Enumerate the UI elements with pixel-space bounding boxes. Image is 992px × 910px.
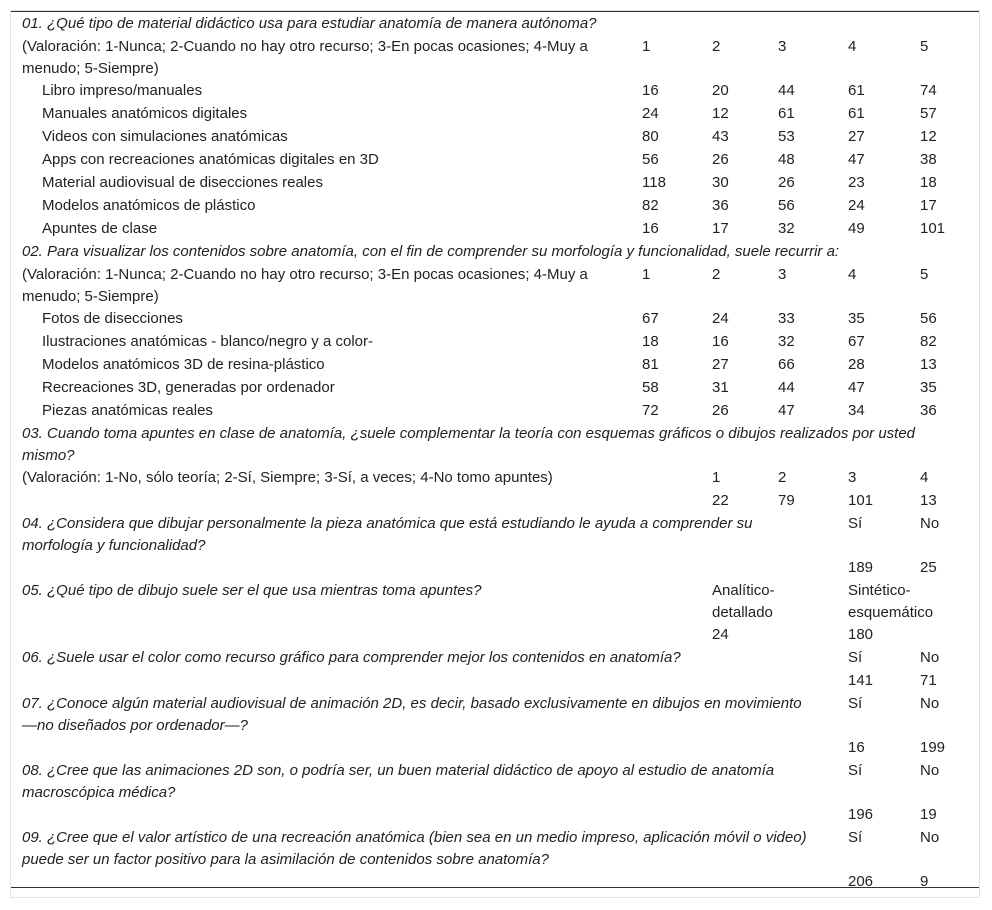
q7-header-no: No [920, 695, 940, 712]
q1-cell: 24 [642, 105, 659, 122]
q1-cell: 24 [848, 197, 865, 214]
q2-cell: 27 [712, 356, 729, 373]
q1-cell: 18 [920, 174, 937, 191]
q2-cell: 13 [920, 356, 937, 373]
q5-cell: 180 [848, 626, 874, 643]
q1-cell: 36 [712, 197, 729, 214]
q4-header-no: No [920, 515, 940, 532]
q1-cell: 27 [848, 128, 865, 145]
q3-header-3: 3 [848, 469, 857, 486]
q1-header-3: 3 [778, 38, 787, 55]
q8-question: 08. ¿Cree que las animaciones 2D son, o podría ser, un buen material didáctico de apoyo al estudio de anatomía macroscópica médica? [22, 762, 775, 801]
q2-header-4: 4 [848, 266, 857, 283]
q1-cell: 30 [712, 174, 729, 191]
q5-header-sintetico: Sintético-esquemático [848, 582, 934, 621]
q2-cell: 26 [712, 402, 729, 419]
q9-header-no: No [920, 829, 940, 846]
q1-header-2: 2 [712, 38, 721, 55]
q1-cell: 74 [920, 82, 937, 99]
q1-row-label: Apps con recreaciones anatómicas digitales en 3D [42, 151, 379, 168]
q2-row-label: Ilustraciones anatómicas - blanco/negro y a color- [42, 333, 373, 350]
q1-row-label: Apuntes de clase [42, 220, 158, 237]
q1-cell: 32 [778, 220, 795, 237]
q2-cell: 44 [778, 379, 795, 396]
q3-scale: (Valoración: 1-No, sólo teoría; 2-Sí, Siempre; 3-Sí, a veces; 4-No tomo apuntes) [22, 469, 553, 486]
q2-cell: 56 [920, 310, 937, 327]
q2-question: 02. Para visualizar los contenidos sobre anatomía, con el fin de comprender su morfología y funcionalidad, suele recurrir a: [22, 243, 840, 260]
q1-cell: 101 [920, 220, 946, 237]
q8-cell: 196 [848, 806, 874, 823]
table-top-rule [11, 11, 979, 12]
q1-row-label: Material audiovisual de disecciones reales [42, 174, 323, 191]
q1-cell: 17 [712, 220, 729, 237]
q3-cell: 101 [848, 492, 874, 509]
q2-cell: 67 [642, 310, 659, 327]
q2-row-label: Piezas anatómicas reales [42, 402, 213, 419]
q8-header-yes: Sí [848, 762, 863, 779]
q1-cell: 23 [848, 174, 865, 191]
q4-header-yes: Sí [848, 515, 863, 532]
q2-cell: 24 [712, 310, 729, 327]
q2-cell: 82 [920, 333, 937, 350]
q1-cell: 38 [920, 151, 937, 168]
q3-question: 03. Cuando toma apuntes en clase de anatomía, ¿suele complementar la teoría con esquemas gráficos o dibujos realizados por usted mismo? [22, 425, 916, 464]
q1-cell: 47 [848, 151, 865, 168]
q5-question: 05. ¿Qué tipo de dibujo suele ser el que usa mientras toma apuntes? [22, 582, 482, 599]
q1-cell: 44 [778, 82, 795, 99]
q7-header-yes: Sí [848, 695, 863, 712]
q8-cell: 19 [920, 806, 937, 823]
q2-cell: 67 [848, 333, 865, 350]
q1-cell: 48 [778, 151, 795, 168]
q2-row-label: Fotos de disecciones [42, 310, 183, 327]
q3-header-4: 4 [920, 469, 929, 486]
q7-cell: 199 [920, 739, 946, 756]
q1-cell: 61 [778, 105, 795, 122]
q9-cell: 206 [848, 873, 874, 890]
q2-header-1: 1 [642, 266, 651, 283]
q2-cell: 34 [848, 402, 865, 419]
q2-cell: 32 [778, 333, 795, 350]
q6-cell: 141 [848, 672, 874, 689]
q2-cell: 47 [778, 402, 795, 419]
q1-cell: 26 [778, 174, 795, 191]
table-bottom-rule [11, 887, 979, 888]
q3-header-1: 1 [712, 469, 721, 486]
q2-cell: 58 [642, 379, 659, 396]
q1-header-5: 5 [920, 38, 929, 55]
q1-cell: 16 [642, 82, 659, 99]
q4-question: 04. ¿Considera que dibujar personalmente la pieza anatómica que está estudiando le ayuda a comprender su morfología y funcionalidad? [22, 515, 753, 554]
q1-row-label: Modelos anatómicos de plástico [42, 197, 256, 214]
q1-header-1: 1 [642, 38, 651, 55]
q2-cell: 31 [712, 379, 729, 396]
q1-cell: 16 [642, 220, 659, 237]
q2-cell: 18 [642, 333, 659, 350]
q4-cell: 25 [920, 559, 937, 576]
q1-cell: 118 [642, 174, 666, 191]
q7-question: 07. ¿Conoce algún material audiovisual de animación 2D, es decir, basado exclusivamente en dibujos en movimiento —no diseñados por ordenador—? [22, 695, 802, 734]
q1-cell: 17 [920, 197, 937, 214]
q3-cell: 79 [778, 492, 795, 509]
q2-cell: 36 [920, 402, 937, 419]
q1-cell: 56 [778, 197, 795, 214]
q1-cell: 12 [712, 105, 729, 122]
q2-header-2: 2 [712, 266, 721, 283]
q6-cell: 71 [920, 672, 937, 689]
q5-header-analitico: Analítico-detallado [712, 582, 775, 621]
q2-scale: (Valoración: 1-Nunca; 2-Cuando no hay otro recurso; 3-En pocas ocasiones; 4-Muy a menudo; 5-Siempre) [22, 266, 588, 305]
q2-cell: 72 [642, 402, 659, 419]
q1-cell: 20 [712, 82, 729, 99]
q1-cell: 56 [642, 151, 659, 168]
q5-cell: 24 [712, 626, 729, 643]
q9-cell: 9 [920, 873, 929, 890]
q1-cell: 61 [848, 105, 865, 122]
q9-header-yes: Sí [848, 829, 863, 846]
q6-header-yes: Sí [848, 649, 863, 666]
q1-cell: 53 [778, 128, 795, 145]
q2-cell: 16 [712, 333, 729, 350]
q1-cell: 26 [712, 151, 729, 168]
q2-cell: 66 [778, 356, 795, 373]
q2-cell: 35 [848, 310, 865, 327]
q1-cell: 82 [642, 197, 659, 214]
q2-header-3: 3 [778, 266, 787, 283]
q1-cell: 57 [920, 105, 937, 122]
q2-row-label: Modelos anatómicos 3D de resina-plástico [42, 356, 325, 373]
q2-header-5: 5 [920, 266, 929, 283]
q2-cell: 28 [848, 356, 865, 373]
q2-cell: 81 [642, 356, 659, 373]
survey-table [10, 10, 980, 898]
q1-row-label: Videos con simulaciones anatómicas [42, 128, 288, 145]
q7-cell: 16 [848, 739, 865, 756]
q1-cell: 43 [712, 128, 729, 145]
q2-row-label: Recreaciones 3D, generadas por ordenador [42, 379, 335, 396]
q4-cell: 189 [848, 559, 874, 576]
q2-cell: 47 [848, 379, 865, 396]
q8-header-no: No [920, 762, 940, 779]
q9-question: 09. ¿Cree que el valor artístico de una recreación anatómica (bien sea en un medio impreso, aplicación móvil o video) puede ser un factor positivo para la asimilación de contenidos sobre anatomía? [22, 829, 807, 868]
q1-scale: (Valoración: 1-Nunca; 2-Cuando no hay otro recurso; 3-En pocas ocasiones; 4-Muy a menudo; 5-Siempre) [22, 38, 588, 77]
q1-row-label: Libro impreso/manuales [42, 82, 203, 99]
q6-question: 06. ¿Suele usar el color como recurso gráfico para comprender mejor los contenidos en anatomía? [22, 649, 681, 666]
q6-header-no: No [920, 649, 940, 666]
q2-cell: 33 [778, 310, 795, 327]
q1-header-4: 4 [848, 38, 857, 55]
q1-question: 01. ¿Qué tipo de material didáctico usa para estudiar anatomía de manera autónoma? [22, 15, 597, 32]
q2-cell: 35 [920, 379, 937, 396]
q1-cell: 49 [848, 220, 865, 237]
q3-cell: 22 [712, 492, 729, 509]
q3-header-2: 2 [778, 469, 787, 486]
q1-cell: 12 [920, 128, 937, 145]
q3-cell: 13 [920, 492, 937, 509]
q1-cell: 61 [848, 82, 865, 99]
q1-cell: 80 [642, 128, 659, 145]
q1-row-label: Manuales anatómicos digitales [42, 105, 248, 122]
